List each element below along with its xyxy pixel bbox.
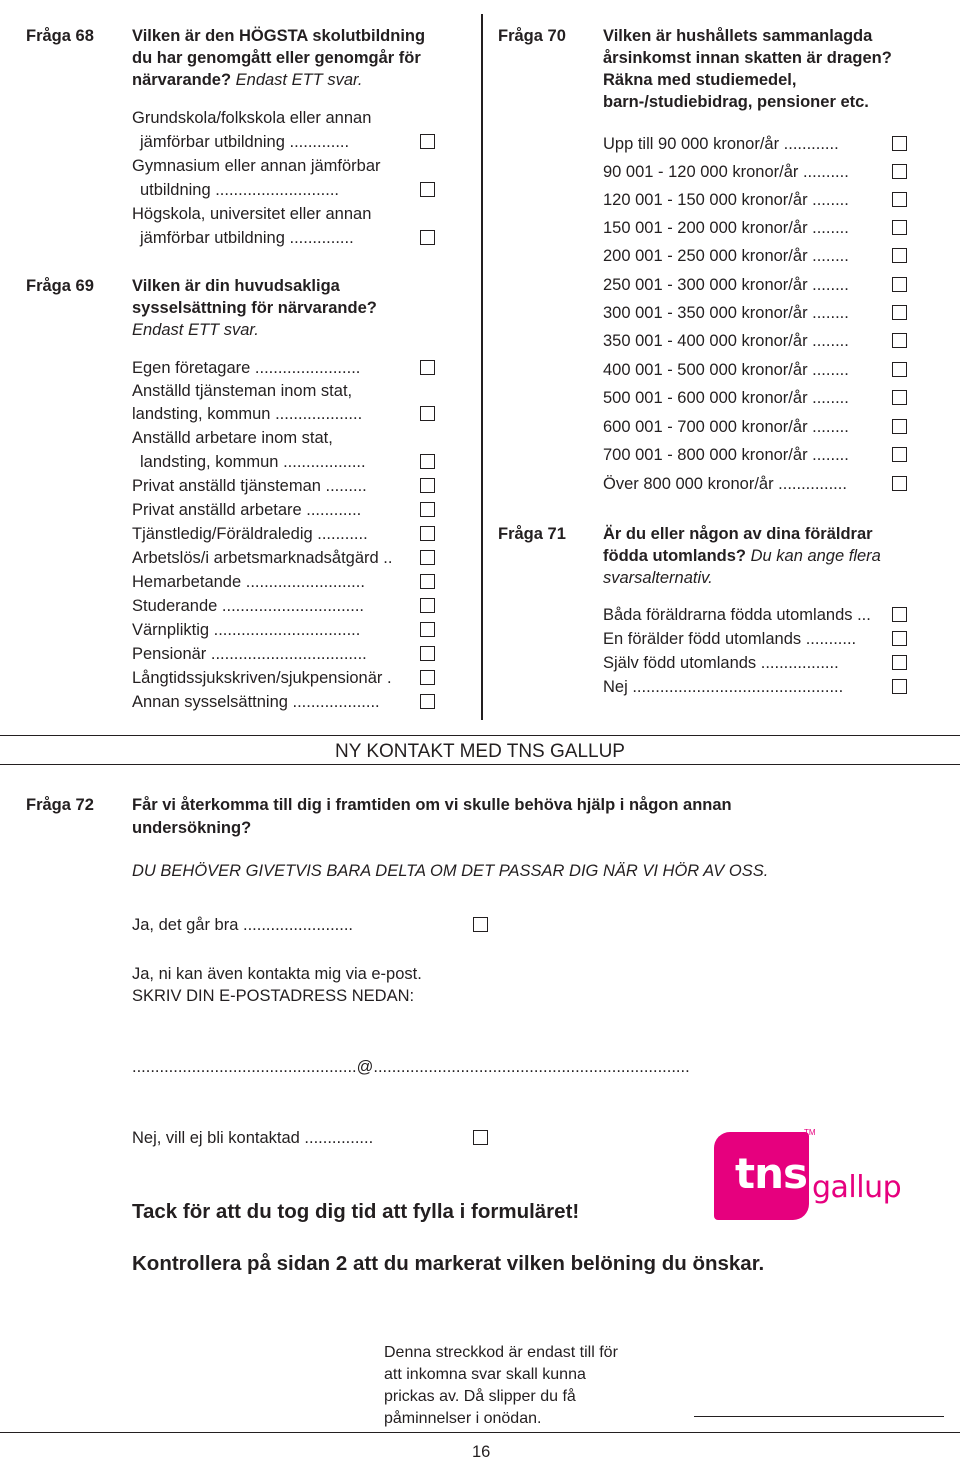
question-69-text-line1: Vilken är din huvudsakliga <box>132 277 340 295</box>
barcode-note-line: att inkomna svar skall kunna <box>384 1366 586 1383</box>
q69-option-text: landsting, kommun ................... <box>132 405 363 423</box>
q72-checkbox-no[interactable] <box>473 1130 488 1145</box>
q70-checkbox-1[interactable] <box>892 136 907 151</box>
q71-checkbox-3[interactable] <box>892 655 907 670</box>
question-68-text-line3 <box>132 70 362 92</box>
q70-option-text: 90 001 - 120 000 kronor/år .......... <box>603 163 849 181</box>
thank-you-text: Tack för att du tog dig tid att fylla i formuläret! <box>132 1200 580 1223</box>
q70-option-text: 700 001 - 800 000 kronor/år ........ <box>603 446 849 464</box>
q70-checkbox-10[interactable] <box>892 390 907 405</box>
q70-option-text: 150 001 - 200 000 kronor/år ........ <box>603 219 849 237</box>
question-71-text-line2 <box>603 546 881 568</box>
question-71-instruction-line2: svarsalternativ. <box>603 569 713 587</box>
q68-checkbox-2[interactable] <box>420 182 435 197</box>
q70-checkbox-2[interactable] <box>892 164 907 179</box>
q72-option-email: Ja, ni kan även kontakta mig via e-post. <box>132 965 422 983</box>
question-72-text-line2: undersökning? <box>132 819 252 837</box>
q71-checkbox-4[interactable] <box>892 679 907 694</box>
barcode-note <box>384 1342 618 1430</box>
q70-option-text: 600 001 - 700 000 kronor/år ........ <box>603 418 849 436</box>
q71-option-text: En förälder född utomlands ........... <box>603 630 857 648</box>
question-70-text-line2: årsinkomst innan skatten är dragen? <box>603 49 892 67</box>
q70-checkbox-5[interactable] <box>892 248 907 263</box>
q69-option-text: Egen företagare ....................... <box>132 359 361 377</box>
q70-checkbox-3[interactable] <box>892 192 907 207</box>
q69-option-text: Pensionär .................................. <box>132 645 367 663</box>
q70-checkbox-11[interactable] <box>892 419 907 434</box>
q69-option-text: Värnpliktig ................................ <box>132 621 361 639</box>
q70-checkbox-12[interactable] <box>892 447 907 462</box>
question-71-text-line2-bold: födda utomlands? <box>603 547 746 565</box>
q70-option-text: 200 001 - 250 000 kronor/år ........ <box>603 247 849 265</box>
q68-option-text: Gymnasium eller annan jämförbar <box>132 157 381 175</box>
logo-trademark: TM <box>804 1128 816 1137</box>
question-70-text-line4: barn-/studiebidrag, pensioner etc. <box>603 93 869 111</box>
q69-option-text: Annan sysselsättning ................... <box>132 693 380 711</box>
q68-option-text: utbildning ........................... <box>140 181 339 199</box>
q69-checkbox-3[interactable] <box>420 454 435 469</box>
check-reminder-text: Kontrollera på sidan 2 att du markerat vilken belöning du önskar. <box>132 1252 765 1275</box>
q69-checkbox-8[interactable] <box>420 574 435 589</box>
q68-option-text: jämförbar utbildning ............. <box>140 133 350 151</box>
question-71-instruction: Du kan ange flera <box>750 547 881 565</box>
question-68-label: Fråga 68 <box>26 27 94 45</box>
question-68-instruction: Endast ETT svar. <box>235 71 363 89</box>
barcode-note-line: Denna streckkod är endast till för <box>384 1344 618 1361</box>
section-band <box>0 735 960 765</box>
question-70-text-line1: Vilken är hushållets sammanlagda <box>603 27 873 45</box>
q69-checkbox-7[interactable] <box>420 550 435 565</box>
q69-checkbox-5[interactable] <box>420 502 435 517</box>
column-divider <box>481 14 483 720</box>
section-title: NY KONTAKT MED TNS GALLUP <box>334 741 625 762</box>
q70-option-text: 350 001 - 400 000 kronor/år ........ <box>603 332 849 350</box>
section-rule-top <box>0 735 960 736</box>
question-72-label: Fråga 72 <box>26 796 94 814</box>
question-72-text-line1: Får vi återkomma till dig i framtiden om vi skulle behöva hjälp i någon annan <box>132 796 732 814</box>
q70-option-text: 250 001 - 300 000 kronor/år ........ <box>603 276 849 294</box>
q71-option-text: Nej .............................................. <box>603 678 844 696</box>
q70-checkbox-13[interactable] <box>892 476 907 491</box>
barcode-note-line: påminnelser i onödan. <box>384 1410 542 1427</box>
q69-option-text: Anställd tjänsteman inom stat, <box>132 382 353 400</box>
q69-option-text: landsting, kommun .................. <box>140 453 366 471</box>
q70-option-text: 400 001 - 500 000 kronor/år ........ <box>603 361 849 379</box>
q71-option-text: Själv född utomlands ................. <box>603 654 839 672</box>
q70-checkbox-4[interactable] <box>892 220 907 235</box>
q70-option-text: Över 800 000 kronor/år ............... <box>603 475 847 493</box>
q69-option-text: Anställd arbetare inom stat, <box>132 429 333 447</box>
q69-option-text: Privat anställd tjänsteman ......... <box>132 477 367 495</box>
q70-checkbox-7[interactable] <box>892 305 907 320</box>
barcode-note-line: prickas av. Då slipper du få <box>384 1388 576 1405</box>
q72-option-yes: Ja, det går bra ........................ <box>132 916 354 934</box>
question-70-text-line3: Räkna med studiemedel, <box>603 71 797 89</box>
q69-checkbox-2[interactable] <box>420 406 435 421</box>
question-68-text-line1: Vilken är den HÖGSTA skolutbildning <box>132 27 426 45</box>
q69-checkbox-11[interactable] <box>420 646 435 661</box>
question-68-text-line2: du har genomgått eller genomgår för <box>132 49 421 67</box>
question-69-instruction: Endast ETT svar. <box>132 321 259 339</box>
q70-checkbox-6[interactable] <box>892 277 907 292</box>
q69-option-text: Långtidssjukskriven/sjukpensionär . <box>132 669 392 687</box>
q70-option-text: 300 001 - 350 000 kronor/år ........ <box>603 304 849 322</box>
q70-checkbox-8[interactable] <box>892 333 907 348</box>
q69-checkbox-13[interactable] <box>420 694 435 709</box>
question-69-text-line2: sysselsättning för närvarande? <box>132 299 377 317</box>
footer-rule <box>0 1432 960 1433</box>
question-71-label: Fråga 71 <box>498 525 566 543</box>
q68-checkbox-1[interactable] <box>420 134 435 149</box>
q71-checkbox-1[interactable] <box>892 607 907 622</box>
q69-option-text: Studerande ............................... <box>132 597 365 615</box>
q72-email-instruction: SKRIV DIN E-POSTADRESS NEDAN: <box>132 987 415 1005</box>
q70-option-text: Upp till 90 000 kronor/år ............ <box>603 135 839 153</box>
q69-option-text: Tjänstledig/Föräldraledig ........... <box>132 525 368 543</box>
question-72-note: DU BEHÖVER GIVETVIS BARA DELTA OM DET PASSAR DIG NÄR VI HÖR AV OSS. <box>132 862 769 880</box>
q69-checkbox-4[interactable] <box>420 478 435 493</box>
q69-option-text: Hemarbetande .......................... <box>132 573 365 591</box>
email-input-line[interactable]: .................................................@..................................................................... <box>132 1058 690 1076</box>
q69-checkbox-1[interactable] <box>420 360 435 375</box>
q70-option-text: 500 001 - 600 000 kronor/år ........ <box>603 389 849 407</box>
q72-checkbox-yes[interactable] <box>473 917 488 932</box>
barcode-area-line <box>694 1416 944 1417</box>
q70-checkbox-9[interactable] <box>892 362 907 377</box>
question-70-label: Fråga 70 <box>498 27 566 45</box>
q70-option-text: 120 001 - 150 000 kronor/år ........ <box>603 191 849 209</box>
q72-option-no: Nej, vill ej bli kontaktad ............... <box>132 1129 374 1147</box>
q69-checkbox-12[interactable] <box>420 670 435 685</box>
question-68-text-line3-bold: närvarande? <box>132 71 232 89</box>
q69-option-text: Arbetslös/i arbetsmarknadsåtgärd .. <box>132 549 393 567</box>
question-71-text-line1: Är du eller någon av dina föräldrar <box>603 525 873 543</box>
q71-option-text: Båda föräldrarna födda utomlands ... <box>603 606 871 624</box>
page-number: 16 <box>472 1443 491 1461</box>
q69-checkbox-9[interactable] <box>420 598 435 613</box>
q68-checkbox-3[interactable] <box>420 230 435 245</box>
q69-checkbox-6[interactable] <box>420 526 435 541</box>
logo-tns-text: tns <box>735 1149 807 1198</box>
logo-gallup-text: gallup <box>812 1170 902 1205</box>
section-rule-bottom <box>0 764 960 765</box>
q69-checkbox-10[interactable] <box>420 622 435 637</box>
q68-option-text: Högskola, universitet eller annan <box>132 205 372 223</box>
q68-option-text: Grundskola/folkskola eller annan <box>132 109 372 127</box>
q71-checkbox-2[interactable] <box>892 631 907 646</box>
q68-option-text: jämförbar utbildning .............. <box>140 229 354 247</box>
question-69-label: Fråga 69 <box>26 277 94 295</box>
q69-option-text: Privat anställd arbetare ............ <box>132 501 362 519</box>
